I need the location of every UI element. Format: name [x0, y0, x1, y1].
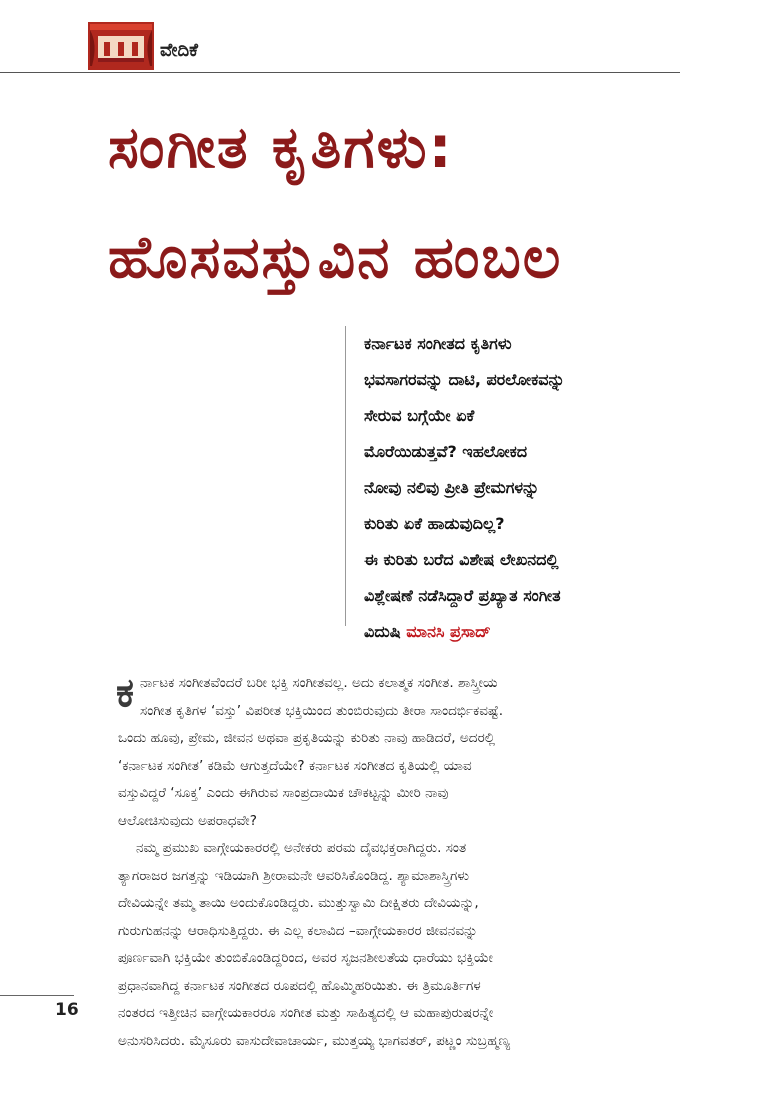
body-line: ವಸ್ತುವಿದ್ದರೆ ‘ಸೂಕ್ತ’ ಎಂದು ಈಗಿರುವ ಸಾಂಪ್ರದಾಯಿಕ ಚೌಕಟ್ಟನ್ನು ಮೀರಿ ನಾವು	[118, 785, 449, 801]
standfirst-line: ಸೇರುವ ಬಗ್ಗೆಯೇ ಏಕೆ	[364, 406, 475, 425]
header-rule	[0, 72, 680, 73]
title-line-1: ಸಂಗೀತ ಕೃತಿಗಳು:	[108, 113, 454, 181]
byline-prefix: ವಿದುಷಿ	[364, 622, 407, 641]
paragraph-2	[118, 835, 683, 1055]
standfirst	[345, 326, 680, 641]
stage-curtain-icon	[88, 22, 154, 70]
standfirst-line: ನೋವು ನಲಿವು ಪ್ರೀತಿ ಪ್ರೇಮಗಳನ್ನು	[364, 478, 540, 497]
standfirst-line: ಈ ಕುರಿತು ಬರೆದ ವಿಶೇಷ ಲೇಖನದಲ್ಲಿ	[364, 550, 559, 569]
page-number: 16	[55, 1000, 79, 1020]
body-line: ಗುರುಗುಹನನ್ನು ಆರಾಧಿಸುತ್ತಿದ್ದರು. ಈ ಎಲ್ಲ ಕಲಾವಿದ –ವಾಗ್ಗೇಯಕಾರರ ಜೀವನವನ್ನು	[118, 922, 478, 939]
body-line: ತ್ಯಾಗರಾಜರ ಜಗತ್ತನ್ನು ಇಡಿಯಾಗಿ ಶ್ರೀರಾಮನೇ ಆವರಿಸಿಕೊಂಡಿದ್ದ. ಶ್ಯಾಮಾಶಾಸ್ತ್ರಿಗಳು	[118, 867, 470, 884]
body-line: ನಮ್ಮ ಪ್ರಮುಖ ವಾಗ್ಗೇಯಕಾರರಲ್ಲಿ ಅನೇಕರು ಪರಮ ದೈವಭಕ್ತರಾಗಿದ್ದರು. ಸಂತ	[136, 840, 467, 856]
section-name: ವೇದಿಕೆ	[160, 40, 198, 61]
title-line-2: ಹೊಸವಸ್ತುವಿನ ಹಂಬಲ	[108, 223, 563, 291]
body-line: ಆಲೋಚಿಸುವುದು ಅಪರಾಧವೇ?	[118, 812, 257, 829]
body-line: ಅನುಸರಿಸಿದರು. ಮೈಸೂರು ವಾಸುದೇವಾಚಾರ್ಯ, ಮುತ್ತಯ್ಯ ಭಾಗವತರ್, ಪಟ್ಣಂ ಸುಬ್ರಹ್ಮಣ್ಯ	[118, 1032, 511, 1049]
page-number-rule	[0, 995, 74, 996]
standfirst-byline	[364, 614, 680, 650]
paragraph-1	[118, 670, 683, 835]
article-title	[108, 92, 708, 312]
body-line: ಸಂಗೀತ ಕೃತಿಗಳ ‘ವಸ್ತು’ ವಿಪರೀತ ಭಕ್ತಿಯಿಂದ ತುಂಬಿರುವುದು ತೀರಾ ಸಾಂದರ್ಭಿಕವಷ್ಟೆ.	[140, 702, 504, 719]
standfirst-line: ಭವಸಾಗರವನ್ನು ದಾಟಿ, ಪರಲೋಕವನ್ನು	[364, 370, 565, 389]
article-body	[118, 670, 683, 1055]
standfirst-line: ವಿಶ್ಲೇಷಣೆ ನಡೆಸಿದ್ದಾರೆ ಪ್ರಖ್ಯಾತ ಸಂಗೀತ	[364, 586, 561, 605]
body-line: ಪೂರ್ಣವಾಗಿ ಭಕ್ತಿಯೇ ತುಂಬಿಕೊಂಡಿದ್ದರಿಂದ, ಅವರ ಸೃಜನಶೀಲತೆಯ ಧಾರೆಯು ಭಕ್ತಿಯೇ	[118, 950, 493, 966]
body-line: ರ್ನಾಟಕ ಸಂಗೀತವೆಂದರೆ ಬರೀ ಭಕ್ತಿ ಸಂಗೀತವಲ್ಲ. ಅದು ಕಲಾತ್ಮಕ ಸಂಗೀತ. ಶಾಸ್ತ್ರೀಯ	[140, 675, 498, 691]
standfirst-line: ಮೊರೆಯಿಡುತ್ತವೆ? ಇಹಲೋಕದ	[364, 442, 528, 461]
body-line: ‘ಕರ್ನಾಟಕ ಸಂಗೀತ’ ಕಡಿಮೆ ಆಗುತ್ತದೆಯೇ? ಕರ್ನಾಟಕ ಸಂಗೀತದ ಕೃತಿಯಲ್ಲಿ ಯಾವ	[118, 757, 472, 774]
author-name: ಮಾನಸಿ ಪ್ರಸಾದ್	[406, 622, 491, 641]
standfirst-line: ಕುರಿತು ಏಕೆ ಹಾಡುವುದಿಲ್ಲ?	[364, 514, 505, 533]
body-line: ಒಂದು ಹೂವು, ಪ್ರೇಮ, ಜೀವನ ಅಥವಾ ಪ್ರಕೃತಿಯನ್ನು ಕುರಿತು ನಾವು ಹಾಡಿದರೆ, ಅದರಲ್ಲಿ	[118, 730, 496, 746]
section-header	[0, 22, 680, 74]
drop-cap: ಕ	[116, 670, 134, 716]
body-line: ದೇವಿಯನ್ನೇ ತಮ್ಮ ತಾಯಿ ಅಂದುಕೊಂಡಿದ್ದರು. ಮುತ್ತುಸ್ವಾಮಿ ದೀಕ್ಷಿತರು ದೇವಿಯನ್ನು,	[118, 895, 479, 911]
body-line: ನಂತರದ ಇತ್ತೀಚಿನ ವಾಗ್ಗೇಯಕಾರರೂ ಸಂಗೀತ ಮತ್ತು ಸಾಹಿತ್ಯದಲ್ಲಿ ಆ ಮಹಾಪುರುಷರನ್ನೇ	[118, 1005, 494, 1021]
body-line: ಪ್ರಧಾನವಾಗಿದ್ದ ಕರ್ನಾಟಕ ಸಂಗೀತದ ರೂಪದಲ್ಲಿ ಹೊಮ್ಮಿಹರಿಯಿತು. ಈ ತ್ರಿಮೂರ್ತಿಗಳ	[118, 977, 481, 994]
standfirst-line: ಕರ್ನಾಟಕ ಸಂಗೀತದ ಕೃತಿಗಳು	[364, 334, 512, 353]
